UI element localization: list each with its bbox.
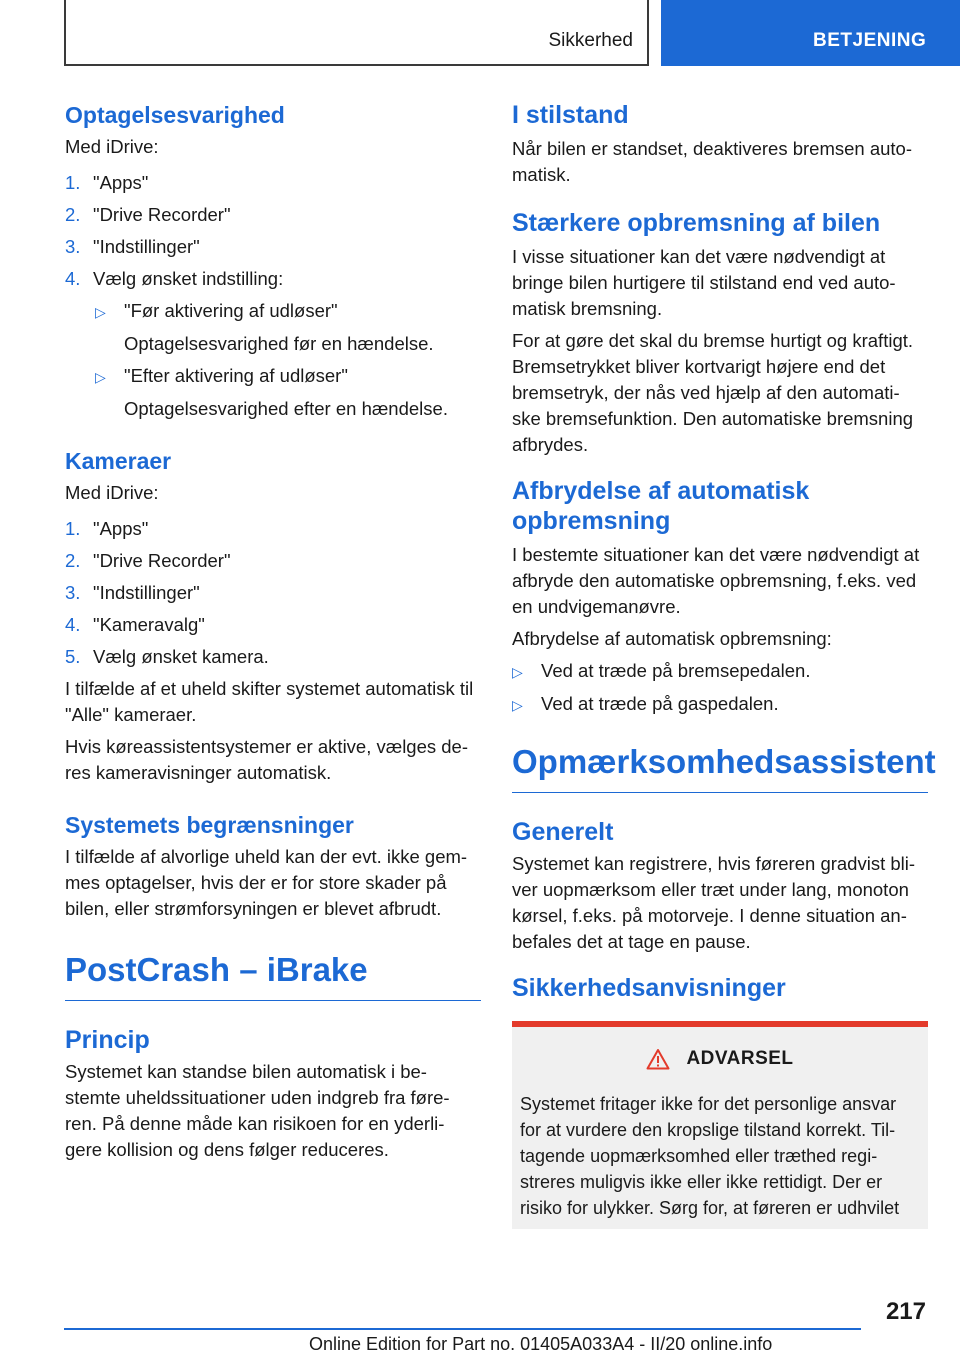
safety-heading: Sikkerhedsanvisninger xyxy=(512,974,786,1002)
interrupt-heading: Afbrydelse af automatisk opbremsning xyxy=(512,477,810,535)
standstill-heading: I stilstand xyxy=(512,101,629,129)
warning-text: Systemet fritager ikke for det personlige ansvar for at vurdere den kropslige tilstand korrekt. Til-tagende uopmærksomhed eller træthed regi-streres muligvis ikke eller ikke rettidigt. Der er risiko for ulykker. Sørg for, at føreren er udhvilet xyxy=(520,1094,900,1218)
limits-paragraph: I tilfælde af alvorlige uheld kan der evt. ikke gem-mes optagelser, hvis der er for store skader på bilen, eller strømforsyningen er blevet afbrudt. xyxy=(65,846,468,919)
triangle-bullet-icon: ▷ xyxy=(512,664,523,680)
cameras-step: 2. "Drive Recorder" xyxy=(65,550,231,571)
warning-title xyxy=(520,1027,920,1091)
interrupt-bullet: ▷ Ved at træde på bremsepedalen. xyxy=(512,658,928,685)
header-section-tab xyxy=(64,0,649,66)
header-chapter-label: BETJENING xyxy=(813,30,927,51)
left-column xyxy=(65,100,481,1163)
cameras-step: 4. "Kameravalg" xyxy=(65,614,205,635)
cameras-paragraph: I tilfælde af et uheld skifter systemet automatisk til "Alle" kameraer. xyxy=(65,678,474,725)
footer-watermark: Online Edition for Part no. 01405A033A4 - II/20 online.info xyxy=(309,1334,773,1354)
right-column xyxy=(512,100,936,1229)
cameras-step: 5. Vælg ønsket kamera. xyxy=(65,646,269,667)
recording-step: 4. Vælg ønsket indstilling: xyxy=(65,268,284,289)
recording-intro: Med iDrive: xyxy=(65,136,159,157)
stronger-heading: Stærkere opbremsning af bilen xyxy=(512,209,881,237)
interrupt-bullet: ▷ Ved at træde på gaspedalen. xyxy=(512,691,928,718)
interrupt-paragraph: Afbrydelse af automatisk opbremsning: xyxy=(512,628,832,649)
warning-box xyxy=(512,1021,928,1229)
recording-step: 1. "Apps" xyxy=(65,172,149,193)
triangle-bullet-icon: ▷ xyxy=(95,369,106,385)
warning-label: ADVARSEL xyxy=(686,1048,794,1069)
postcrash-heading: PostCrash – iBrake xyxy=(65,950,481,1001)
recording-step: 2. "Drive Recorder" xyxy=(65,204,231,225)
page-number: 217 xyxy=(885,1298,926,1325)
header-chapter-tab xyxy=(661,0,960,66)
standstill-paragraph: Når bilen er standset, deaktiveres bremsen auto-matisk. xyxy=(512,138,913,185)
recording-option-desc: Optagelsesvarighed før en hændelse. xyxy=(124,333,434,354)
interrupt-paragraph: I bestemte situationer kan det være nødvendigt at afbryde den automatiske opbremsning, f.eks. ved en undvigemanøvre. xyxy=(512,544,920,617)
triangle-bullet-icon: ▷ xyxy=(95,304,106,320)
triangle-bullet-icon: ▷ xyxy=(512,697,523,713)
recording-option: ▷ "Før aktivering af udløser" xyxy=(65,298,481,325)
attention-heading: Opmærksomhedsassistent xyxy=(512,742,928,793)
principle-paragraph: Systemet kan standse bilen automatisk i be-stemte uheldssituationer uden indgreb fra føre-ren. På denne måde kan risikoen for en yderli-gere kollision og dens følger reduceres. xyxy=(65,1061,450,1160)
principle-heading: Princip xyxy=(65,1026,150,1054)
general-heading: Generelt xyxy=(512,818,614,846)
warning-triangle-icon xyxy=(646,1048,670,1070)
recording-heading: Optagelsesvarighed xyxy=(65,102,285,128)
cameras-heading: Kameraer xyxy=(65,448,172,474)
footer-divider xyxy=(64,1328,861,1330)
footer-edition xyxy=(309,1334,772,1355)
cameras-intro: Med iDrive: xyxy=(65,482,159,503)
cameras-step: 3. "Indstillinger" xyxy=(65,582,200,603)
stronger-paragraph: For at gøre det skal du bremse hurtigt og kraftigt. Bremsetrykket bliver kortvarigt højere end det bremsetryk, der nås ved hjælp af den automati-ske bremsefunktion. Den automatiske bremsning afbrydes. xyxy=(512,330,914,455)
header-section-label: Sikkerhed xyxy=(548,30,633,51)
stronger-paragraph: I visse situationer kan det være nødvendigt at bringe bilen hurtigere til stilstand end ved auto-matisk bremsning. xyxy=(512,246,896,319)
recording-option: ▷ "Efter aktivering af udløser" xyxy=(65,363,481,390)
recording-step: 3. "Indstillinger" xyxy=(65,236,200,257)
recording-option-desc: Optagelsesvarighed efter en hændelse. xyxy=(124,398,448,419)
general-paragraph: Systemet kan registrere, hvis føreren gradvist bli-ver uopmærksom eller træt under lang, monoton kørsel, f.eks. på motorveje. I denne situation an-befales det at tage en pause. xyxy=(512,853,916,952)
limits-heading: Systemets begrænsninger xyxy=(65,812,354,838)
cameras-step: 1. "Apps" xyxy=(65,518,149,539)
cameras-paragraph: Hvis køreassistentsystemer er aktive, vælges de-res kameravisninger automatisk. xyxy=(65,736,469,783)
